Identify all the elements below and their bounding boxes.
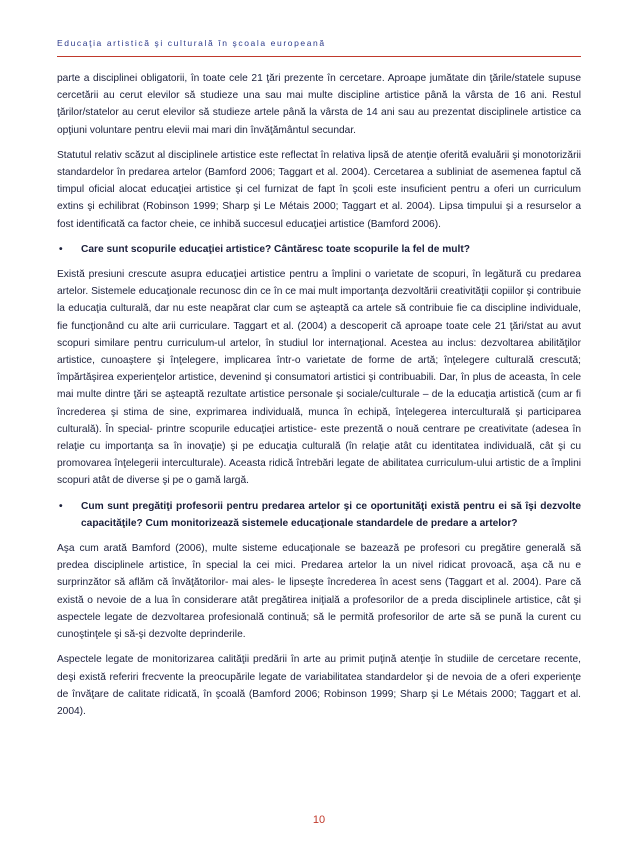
page-number: 10 bbox=[312, 814, 326, 826]
paragraph: Există presiuni crescute asupra educaţiei artistice pentru a împlini o varietate de scopuri, în legătură cu predarea artelor. Sistemele educaţionale recunosc din ce în ce mai mult importanţa dezvoltării creativităţii copiilor şi contribuie la educaţia culturală, dar nu este neapărat clar cum se aşteaptă ca artele să contribuie fie ca discipline individuale, fie funcţionând cu alte arii curriculare. Taggart et al. (2004) a descoperit că aproape toate cele 21 ţări/stat au avut scopuri similare pentru curriculum-ul artelor, în studiul lor internaţional. Acestea au inclus: dezvoltarea abilităţilor artistice, cunoaştere şi înţelegere, implicarea într-o varietate de forme de artă; înţelegere culturală crescută; împărtăşirea experienţelor artistice, devenind şi consumatori artistici şi contribuabili. Dar, în plus de aceasta, în cele mai multe dintre ţări se aşteaptă rezultate artistice personale şi sociale/culturale – de la educaţia artistică (cum ar fi încrederea şi stima de sine, exprimarea individuală, munca în echipă, înţelegerea interculturală şi participarea culturală). În special- printre scopurile educaţiei artistice- este prezentă o nouă centrare pe creativitate (adesea în relaţie cu importanţa sa în inovaţie) şi pe educaţia culturală (în relaţie atât cu identitatea individuală, cât şi cu promovarea înţelegerii interculturale). Aceasta ridică întrebări legate de abilitatea curriculum-ului artistic de a împlini scopuri atât de diverse şi pe o gamă largă. bbox=[57, 269, 581, 487]
page-body bbox=[57, 70, 581, 728]
running-header: Educaţia artistică şi culturală în şcoala europeană bbox=[57, 38, 326, 48]
bullet-question-text: Cum sunt pregătiţi profesorii pentru predarea artelor şi ce oportunităţi există pentru ei să îşi dezvolte capacităţile? Cum monitorizează sistemele educaţionale standardele de predare a artelor? bbox=[81, 500, 581, 529]
bullet-icon: • bbox=[59, 500, 63, 512]
header-rule bbox=[57, 56, 581, 57]
bullet-icon: • bbox=[59, 243, 63, 255]
bullet-question bbox=[57, 241, 581, 258]
paragraph: parte a disciplinei obligatorii, în toate cele 21 ţări prezente în cercetare. Aproape jumătate din ţările/statele supuse cercetării au cerut elevilor să studieze una sau mai multe discipline artistice până la vârsta de 16 ani. Restul ţărilor/statelor au cerut elevilor să studieze artele până la vârsta de 14 ani sau au prezentat disciplinele artistice ca opţiuni voluntare pentru elevii mai mari din învăţământul secundar. bbox=[57, 73, 581, 136]
paragraph: Statutul relativ scăzut al disciplinele artistice este reflectat în relativa lipsă de atenţie oferită evaluării şi monotorizării standardelor în predarea artelor (Bamford 2006; Taggart et al. 2004). Cercetarea a subliniat de asemenea faptul că timpul oficial alocat educaţiei artistice şi cel furnizat de fapt în şcoli este insuficient pentru a oferi un curriculum extins şi echilibrat (Robinson 1999; Sharp şi Le Métais 2000; Taggart et al. 2004). Lipsa timpului şi a resurselor a fost identificată ca factor cheie, ce inhibă succesul educaţiei artistice (Bamford 2006). bbox=[57, 149, 581, 230]
paragraph: Aspectele legate de monitorizarea calităţii predării în arte au primit puţină atenţie în studiile de cercetare recente, deşi există referiri frecvente la preocupările legate de variabilitatea standardelor şi de nevoia de a oferi experienţe de învăţare de calitate ridicată, în şcoală (Bamford 2006; Robinson 1999; Sharp şi Le Métais 2000; Taggart et al. 2004). bbox=[57, 654, 581, 717]
paragraph: Aşa cum arată Bamford (2006), multe sisteme educaţionale se bazează pe profesori cu pregătire generală să predea disciplinele artistice, în special la cei mici. Predarea artelor la un nivel ridicat provoacă, aşa că nu e surprinzător să aflăm că învăţătorilor- mai ales- le lipseşte încrederea în acest sens (Taggart et al. 2004). Pare că există o nevoie de a lua în considerare atât pregătirea iniţială a profesorilor de a preda disciplinele artistice, cât şi aspectele legate de dezvoltarea profesională continuă; să le permită profesorilor de arte să se pună la curent cu cunoştinţele şi să-şi dezvolte deprinderile. bbox=[57, 543, 581, 641]
bullet-question-text: Care sunt scopurile educaţiei artistice? Cântăresc toate scopurile la fel de mult? bbox=[81, 243, 470, 255]
bullet-question bbox=[57, 498, 581, 532]
